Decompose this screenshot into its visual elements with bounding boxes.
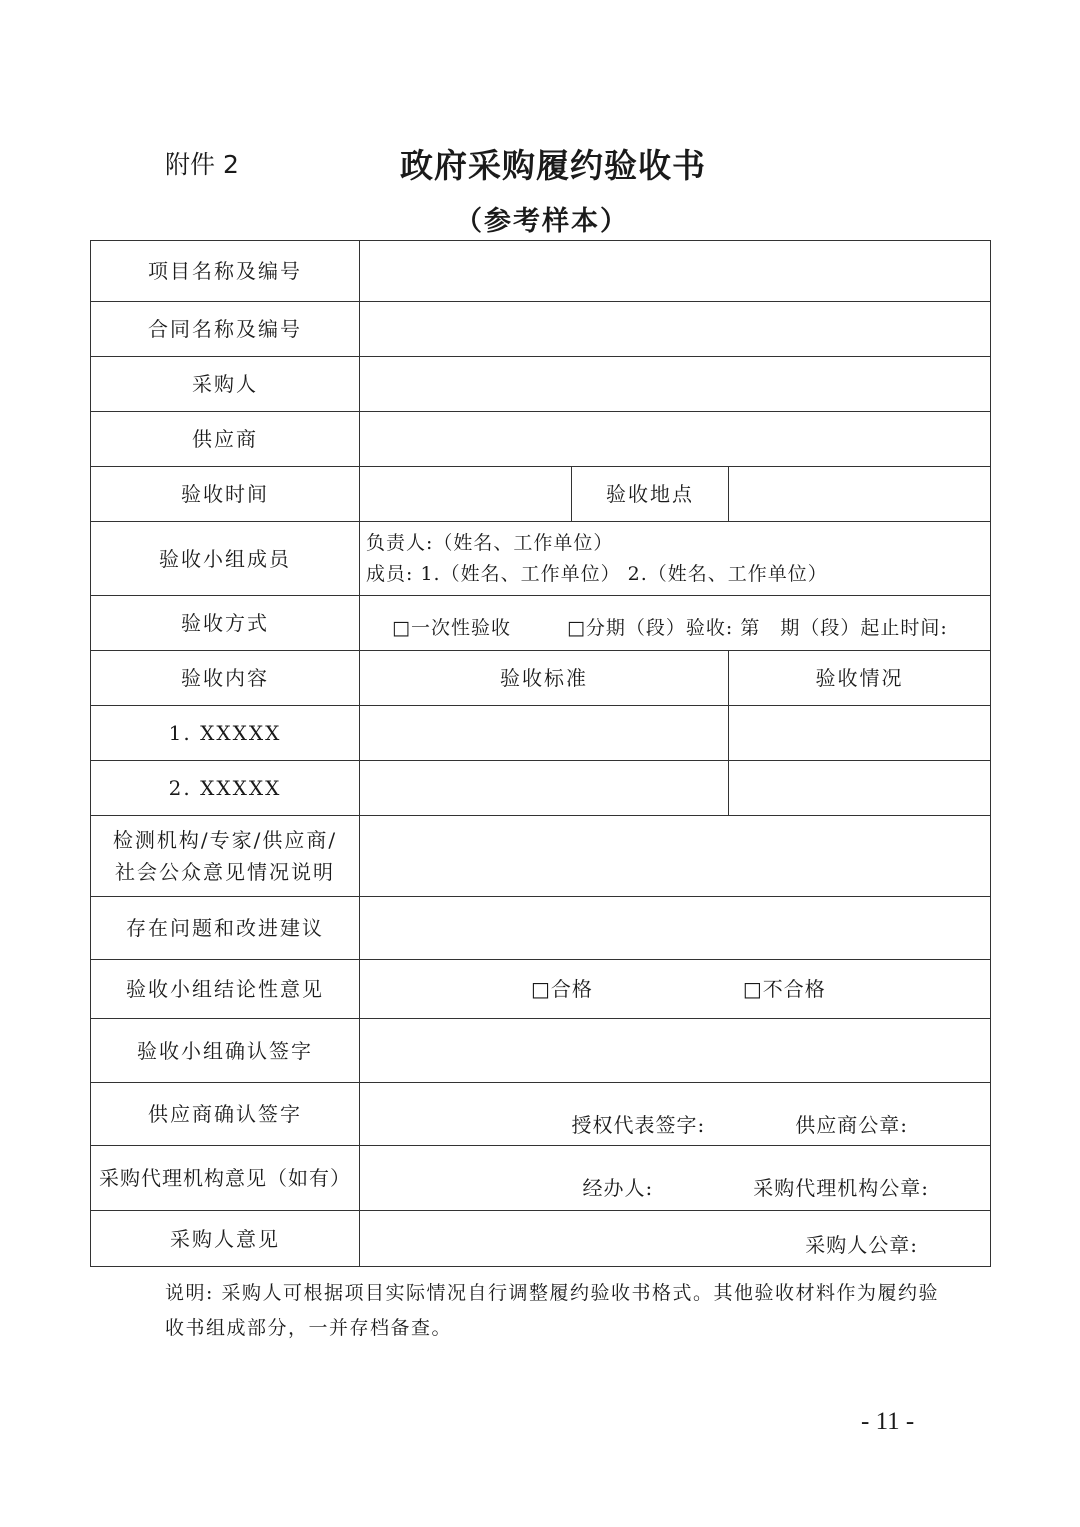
row-agency xyxy=(91,1146,991,1211)
conclusion-label: 验收小组结论性意见 xyxy=(91,960,360,1019)
row-conclusion xyxy=(91,960,991,1019)
supplier-field[interactable] xyxy=(360,412,991,467)
place-field[interactable] xyxy=(729,467,991,522)
opinions-label xyxy=(91,816,360,897)
opinions-label-line2: 社会公众意见情况说明 xyxy=(115,860,335,884)
item-1-label: 1. XXXXX xyxy=(91,706,360,761)
row-supplier xyxy=(91,412,991,467)
time-field[interactable] xyxy=(360,467,572,522)
conclusion-field xyxy=(360,960,991,1019)
page-title: 政府采购履约验收书 xyxy=(400,146,706,185)
method-label: 验收方式 xyxy=(91,596,360,651)
method-staged-checkbox[interactable]: □分期（段）验收: 第 期（段）起止时间: xyxy=(566,616,948,639)
item-1-standard[interactable] xyxy=(360,706,729,761)
page-number: - 11 - xyxy=(861,1408,915,1435)
row-time-place xyxy=(91,467,991,522)
attachment-label: 附件 2 xyxy=(165,150,239,179)
members-field[interactable] xyxy=(360,522,991,596)
conclusion-pass-checkbox[interactable]: □合格 xyxy=(531,977,593,1001)
purchaser-opinion-label: 采购人意见 xyxy=(91,1211,360,1267)
row-project xyxy=(91,241,991,302)
opinions-field[interactable] xyxy=(360,816,991,897)
page-subtitle: （参考样本） xyxy=(455,206,629,237)
contract-field[interactable] xyxy=(360,302,991,357)
item-2-label: 2. XXXXX xyxy=(91,761,360,816)
project-field[interactable] xyxy=(360,241,991,302)
row-members xyxy=(91,522,991,596)
row-purchaser xyxy=(91,357,991,412)
row-opinions xyxy=(91,816,991,897)
issues-label: 存在问题和改进建议 xyxy=(91,897,360,960)
explanatory-note: 说明: 采购人可根据项目实际情况自行调整履约验收书格式。其他验收材料作为履约验收书组成部分，一并存档备查。 xyxy=(165,1282,939,1339)
time-label: 验收时间 xyxy=(91,467,360,522)
agency-seal[interactable]: 采购代理机构公章: xyxy=(753,1176,930,1200)
acceptance-form-table xyxy=(90,240,991,1267)
item-2-situation[interactable] xyxy=(729,761,991,816)
agency-label: 采购代理机构意见（如有） xyxy=(91,1146,360,1211)
supplier-label: 供应商 xyxy=(91,412,360,467)
team-sign-field[interactable] xyxy=(360,1019,991,1083)
item-1-situation[interactable] xyxy=(729,706,991,761)
agency-field xyxy=(360,1146,991,1211)
method-field xyxy=(360,596,991,651)
purchaser-field[interactable] xyxy=(360,357,991,412)
members-label: 验收小组成员 xyxy=(91,522,360,596)
supplier-seal[interactable]: 供应商公章: xyxy=(795,1113,909,1137)
row-method xyxy=(91,596,991,651)
members-leader: 负责人:（姓名、工作单位） xyxy=(366,532,614,555)
row-issues xyxy=(91,897,991,960)
row-item-1 xyxy=(91,706,991,761)
purchaser-opinion-field xyxy=(360,1211,991,1267)
situation-label: 验收情况 xyxy=(729,651,991,706)
opinions-label-line1: 检测机构/专家/供应商/ xyxy=(112,828,338,852)
row-supplier-sign xyxy=(91,1083,991,1146)
purchaser-seal[interactable]: 采购人公章: xyxy=(805,1233,919,1257)
project-label: 项目名称及编号 xyxy=(91,241,360,302)
row-content-header xyxy=(91,651,991,706)
issues-field[interactable] xyxy=(360,897,991,960)
contract-label: 合同名称及编号 xyxy=(91,302,360,357)
place-label: 验收地点 xyxy=(572,467,729,522)
members-list: 成员: 1.（姓名、工作单位） 2.（姓名、工作单位） xyxy=(366,562,828,585)
row-team-sign xyxy=(91,1019,991,1083)
method-single-checkbox[interactable]: □一次性验收 xyxy=(392,616,511,639)
conclusion-fail-checkbox[interactable]: □不合格 xyxy=(742,977,826,1001)
agency-handler-signature[interactable]: 经办人: xyxy=(582,1176,654,1200)
supplier-sign-field xyxy=(360,1083,991,1146)
purchaser-label: 采购人 xyxy=(91,357,360,412)
row-contract xyxy=(91,302,991,357)
team-sign-label: 验收小组确认签字 xyxy=(91,1019,360,1083)
content-label: 验收内容 xyxy=(91,651,360,706)
supplier-rep-signature[interactable]: 授权代表签字: xyxy=(571,1113,706,1137)
item-2-standard[interactable] xyxy=(360,761,729,816)
row-item-2 xyxy=(91,761,991,816)
supplier-sign-label: 供应商确认签字 xyxy=(91,1083,360,1146)
standard-label: 验收标准 xyxy=(360,651,729,706)
row-purchaser-opinion xyxy=(91,1211,991,1267)
